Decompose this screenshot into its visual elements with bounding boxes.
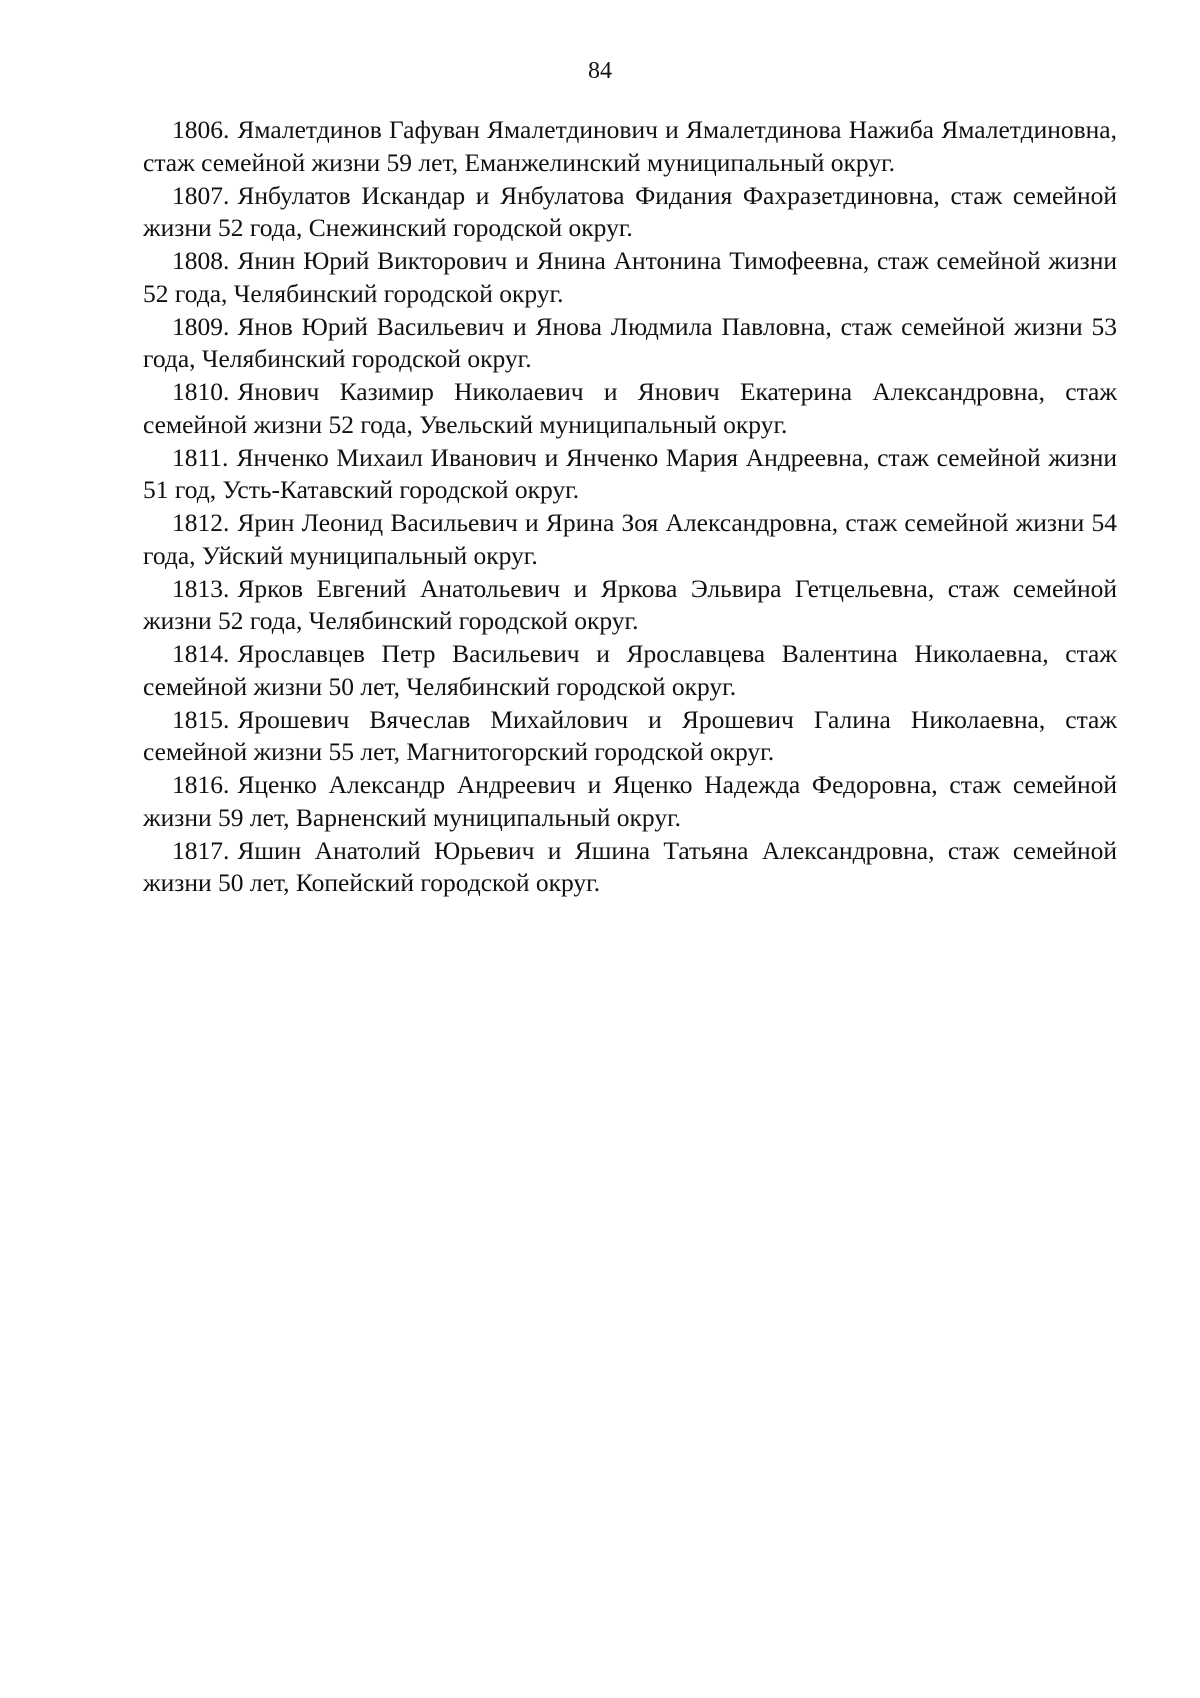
entry-number: 1808. bbox=[172, 246, 230, 275]
entry-text: Яшин Анатолий Юрьевич и Яшина Татьяна Александровна, стаж семейной жизни 50 лет, Копейский городской округ. bbox=[143, 835, 1117, 897]
entry-number: 1806. bbox=[172, 115, 230, 144]
entry-number: 1817. bbox=[172, 835, 230, 865]
entry-text: Ярославцев Петр Васильевич и Ярославцева Валентина Николаевна, стаж семейной жизни 50 лет, Челябинский городской округ. bbox=[143, 639, 1117, 701]
list-item bbox=[143, 704, 1117, 769]
entry-list bbox=[143, 114, 1117, 900]
entry-text: Янченко Михаил Иванович и Янченко Мария Андреевна, стаж семейной жизни 51 год, Усть-Катавский городской округ. bbox=[143, 442, 1117, 504]
page-number: 84 bbox=[588, 58, 612, 84]
list-item bbox=[143, 245, 1117, 310]
entry-number: 1815. bbox=[172, 704, 230, 734]
entry-text: Ямалетдинов Гафуван Ямалетдинович и Ямалетдинова Нажиба Ямалетдиновна, стаж семейной жизни 59 лет, Еманжелинский муниципальный округ. bbox=[143, 115, 1117, 177]
entry-text: Ярков Евгений Анатольевич и Яркова Эльвира Гетцельевна, стаж семейной жизни 52 года, Челябинский городской округ. bbox=[143, 573, 1117, 635]
list-item bbox=[143, 638, 1117, 703]
entry-text: Янович Казимир Николаевич и Янович Екатерина Александровна, стаж семейной жизни 52 года, Увельский муниципальный округ. bbox=[143, 377, 1117, 439]
entry-text: Яценко Александр Андреевич и Яценко Надежда Федоровна, стаж семейной жизни 59 лет, Варненский муниципальный округ. bbox=[143, 770, 1117, 832]
entry-number: 1811. bbox=[172, 442, 229, 472]
list-item bbox=[143, 114, 1117, 179]
entry-number: 1809. bbox=[172, 311, 230, 341]
entry-text: Ярошевич Вячеслав Михайлович и Ярошевич Галина Николаевна, стаж семейной жизни 55 лет, Магнитогорский городской округ. bbox=[143, 704, 1117, 766]
entry-number: 1816. bbox=[172, 770, 230, 799]
list-item bbox=[143, 507, 1117, 572]
entry-text: Янин Юрий Викторович и Янина Антонина Тимофеевна, стаж семейной жизни 52 года, Челябинский городской округ. bbox=[143, 246, 1117, 308]
list-item bbox=[143, 442, 1117, 507]
entry-number: 1807. bbox=[172, 180, 230, 210]
entry-text: Янов Юрий Васильевич и Янова Людмила Павловна, стаж семейной жизни 53 года, Челябинский городской округ. bbox=[143, 311, 1117, 373]
entry-text: Янбулатов Искандар и Янбулатова Фидания Фахразетдиновна, стаж семейной жизни 52 года, Снежинский городской округ. bbox=[143, 180, 1117, 242]
entry-number: 1813. bbox=[172, 573, 230, 603]
entry-number: 1814. bbox=[172, 639, 230, 668]
list-item bbox=[143, 769, 1117, 834]
list-item bbox=[143, 835, 1117, 900]
list-item bbox=[143, 376, 1117, 441]
entry-number: 1812. bbox=[172, 508, 230, 537]
list-item bbox=[143, 180, 1117, 245]
list-item bbox=[143, 573, 1117, 638]
entry-number: 1810. bbox=[172, 377, 230, 406]
list-item bbox=[143, 311, 1117, 376]
entry-text: Ярин Леонид Васильевич и Ярина Зоя Александровна, стаж семейной жизни 54 года, Уйский муниципальный округ. bbox=[143, 508, 1117, 570]
